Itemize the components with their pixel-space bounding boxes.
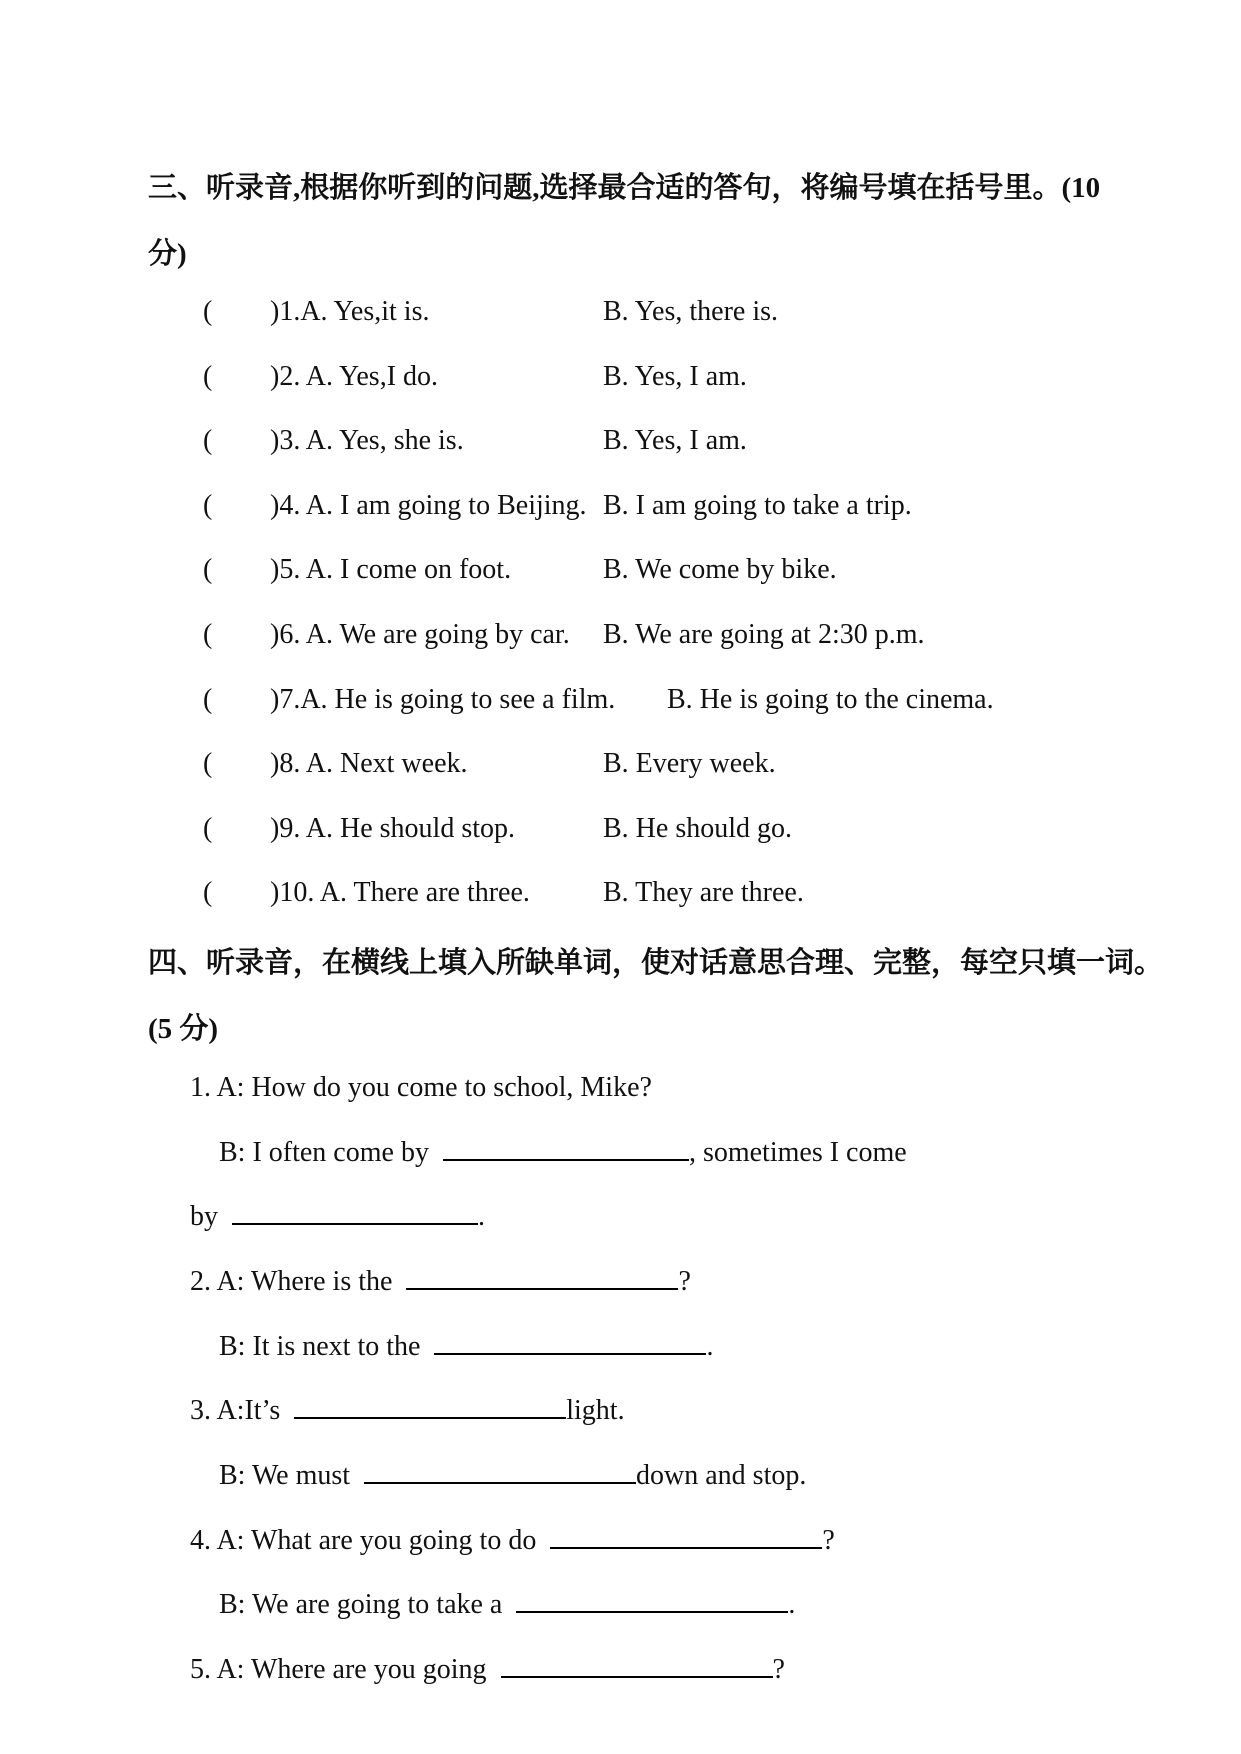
q1b-prefix: B: I often come by bbox=[219, 1137, 429, 1168]
q1c-suffix: . bbox=[478, 1201, 485, 1232]
q3b-suffix: down and stop. bbox=[636, 1460, 807, 1491]
question-option-a: )4. A. I am going to Beijing. bbox=[270, 490, 587, 521]
q4b-prefix: B: We are going to take a bbox=[219, 1589, 503, 1620]
q1-blank-1[interactable] bbox=[443, 1158, 689, 1161]
q1c-prefix: by bbox=[190, 1201, 218, 1232]
q4-blank-1[interactable] bbox=[550, 1546, 822, 1549]
q4a-suffix: ? bbox=[822, 1525, 835, 1556]
question-option-b: B. He is going to the cinema. bbox=[667, 684, 994, 715]
question-option-b: B. I am going to take a trip. bbox=[603, 490, 912, 521]
q4a-prefix: 4. A: What are you going to do bbox=[190, 1525, 537, 1556]
q2-line-b bbox=[219, 1331, 713, 1363]
q5-line-a bbox=[190, 1654, 785, 1686]
question-option-a: )2. A. Yes,I do. bbox=[270, 361, 439, 392]
section3-title: 三、听录音,根据你听到的问题,选择最合适的答句，将编号填在括号里。(10 bbox=[148, 172, 1101, 204]
q2a-prefix: 2. A: Where is the bbox=[190, 1266, 393, 1297]
q1-line-a: 1. A: How do you come to school, Mike? bbox=[190, 1072, 652, 1103]
q3b-prefix: B: We must bbox=[219, 1460, 351, 1491]
answer-paren-open[interactable]: ( bbox=[203, 619, 213, 650]
q4b-suffix: . bbox=[788, 1589, 796, 1620]
answer-paren-open[interactable]: ( bbox=[203, 684, 213, 715]
q2b-suffix: . bbox=[706, 1331, 714, 1362]
q5-blank-1[interactable] bbox=[501, 1675, 773, 1678]
q2b-prefix: B: It is next to the bbox=[219, 1331, 421, 1362]
question-option-a: )5. A. I come on foot. bbox=[270, 554, 512, 585]
answer-paren-open[interactable]: ( bbox=[203, 748, 213, 779]
q2-line-a bbox=[190, 1266, 691, 1298]
q4-blank-2[interactable] bbox=[516, 1610, 788, 1613]
section4-title: 四、听录音，在横线上填入所缺单词，使对话意思合理、完整，每空只填一词。 bbox=[148, 947, 1164, 979]
q4-line-a bbox=[190, 1525, 835, 1557]
question-option-b: B. They are three. bbox=[603, 877, 804, 908]
answer-paren-open[interactable]: ( bbox=[203, 296, 213, 327]
q3a-suffix: light. bbox=[566, 1395, 625, 1426]
q2-blank-1[interactable] bbox=[406, 1287, 678, 1290]
answer-paren-open[interactable]: ( bbox=[203, 361, 213, 392]
answer-paren-open[interactable]: ( bbox=[203, 554, 213, 585]
q2-blank-2[interactable] bbox=[434, 1352, 706, 1355]
q3-blank-1[interactable] bbox=[294, 1416, 566, 1419]
question-option-b: B. He should go. bbox=[603, 813, 792, 844]
question-option-b: B. We come by bike. bbox=[603, 554, 837, 585]
q5a-prefix: 5. A: Where are you going bbox=[190, 1654, 487, 1685]
question-option-b: B. Every week. bbox=[603, 748, 776, 779]
answer-paren-open[interactable]: ( bbox=[203, 877, 213, 908]
q1-line-b bbox=[219, 1137, 907, 1169]
q1-blank-2[interactable] bbox=[232, 1222, 478, 1225]
question-option-a: )1.A. Yes,it is. bbox=[270, 296, 430, 327]
q3-line-a bbox=[190, 1395, 625, 1427]
question-option-a: )10. A. There are three. bbox=[270, 877, 530, 908]
q4-line-b bbox=[219, 1589, 795, 1621]
question-option-a: )6. A. We are going by car. bbox=[270, 619, 570, 650]
q3a-prefix: 3. A:It’s bbox=[190, 1395, 281, 1426]
question-option-a: )7.A. He is going to see a film. bbox=[270, 684, 616, 715]
answer-paren-open[interactable]: ( bbox=[203, 490, 213, 521]
q3-blank-2[interactable] bbox=[364, 1481, 636, 1484]
q5a-suffix: ? bbox=[772, 1654, 785, 1685]
question-option-b: B. Yes, there is. bbox=[603, 296, 779, 327]
question-option-b: B. Yes, I am. bbox=[603, 425, 747, 456]
section4-title-cont: (5 分) bbox=[148, 1013, 219, 1045]
section3-title-cont: 分) bbox=[148, 238, 187, 270]
question-option-a: )8. A. Next week. bbox=[270, 748, 468, 779]
q2a-suffix: ? bbox=[678, 1266, 691, 1297]
question-option-a: )9. A. He should stop. bbox=[270, 813, 515, 844]
question-option-b: B. Yes, I am. bbox=[603, 361, 747, 392]
q3-line-b bbox=[219, 1460, 806, 1492]
question-option-a: )3. A. Yes, she is. bbox=[270, 425, 464, 456]
answer-paren-open[interactable]: ( bbox=[203, 425, 213, 456]
question-option-b: B. We are going at 2:30 p.m. bbox=[603, 619, 925, 650]
answer-paren-open[interactable]: ( bbox=[203, 813, 213, 844]
q1-line-c bbox=[190, 1201, 485, 1233]
q1b-suffix: , sometimes I come bbox=[688, 1137, 907, 1168]
